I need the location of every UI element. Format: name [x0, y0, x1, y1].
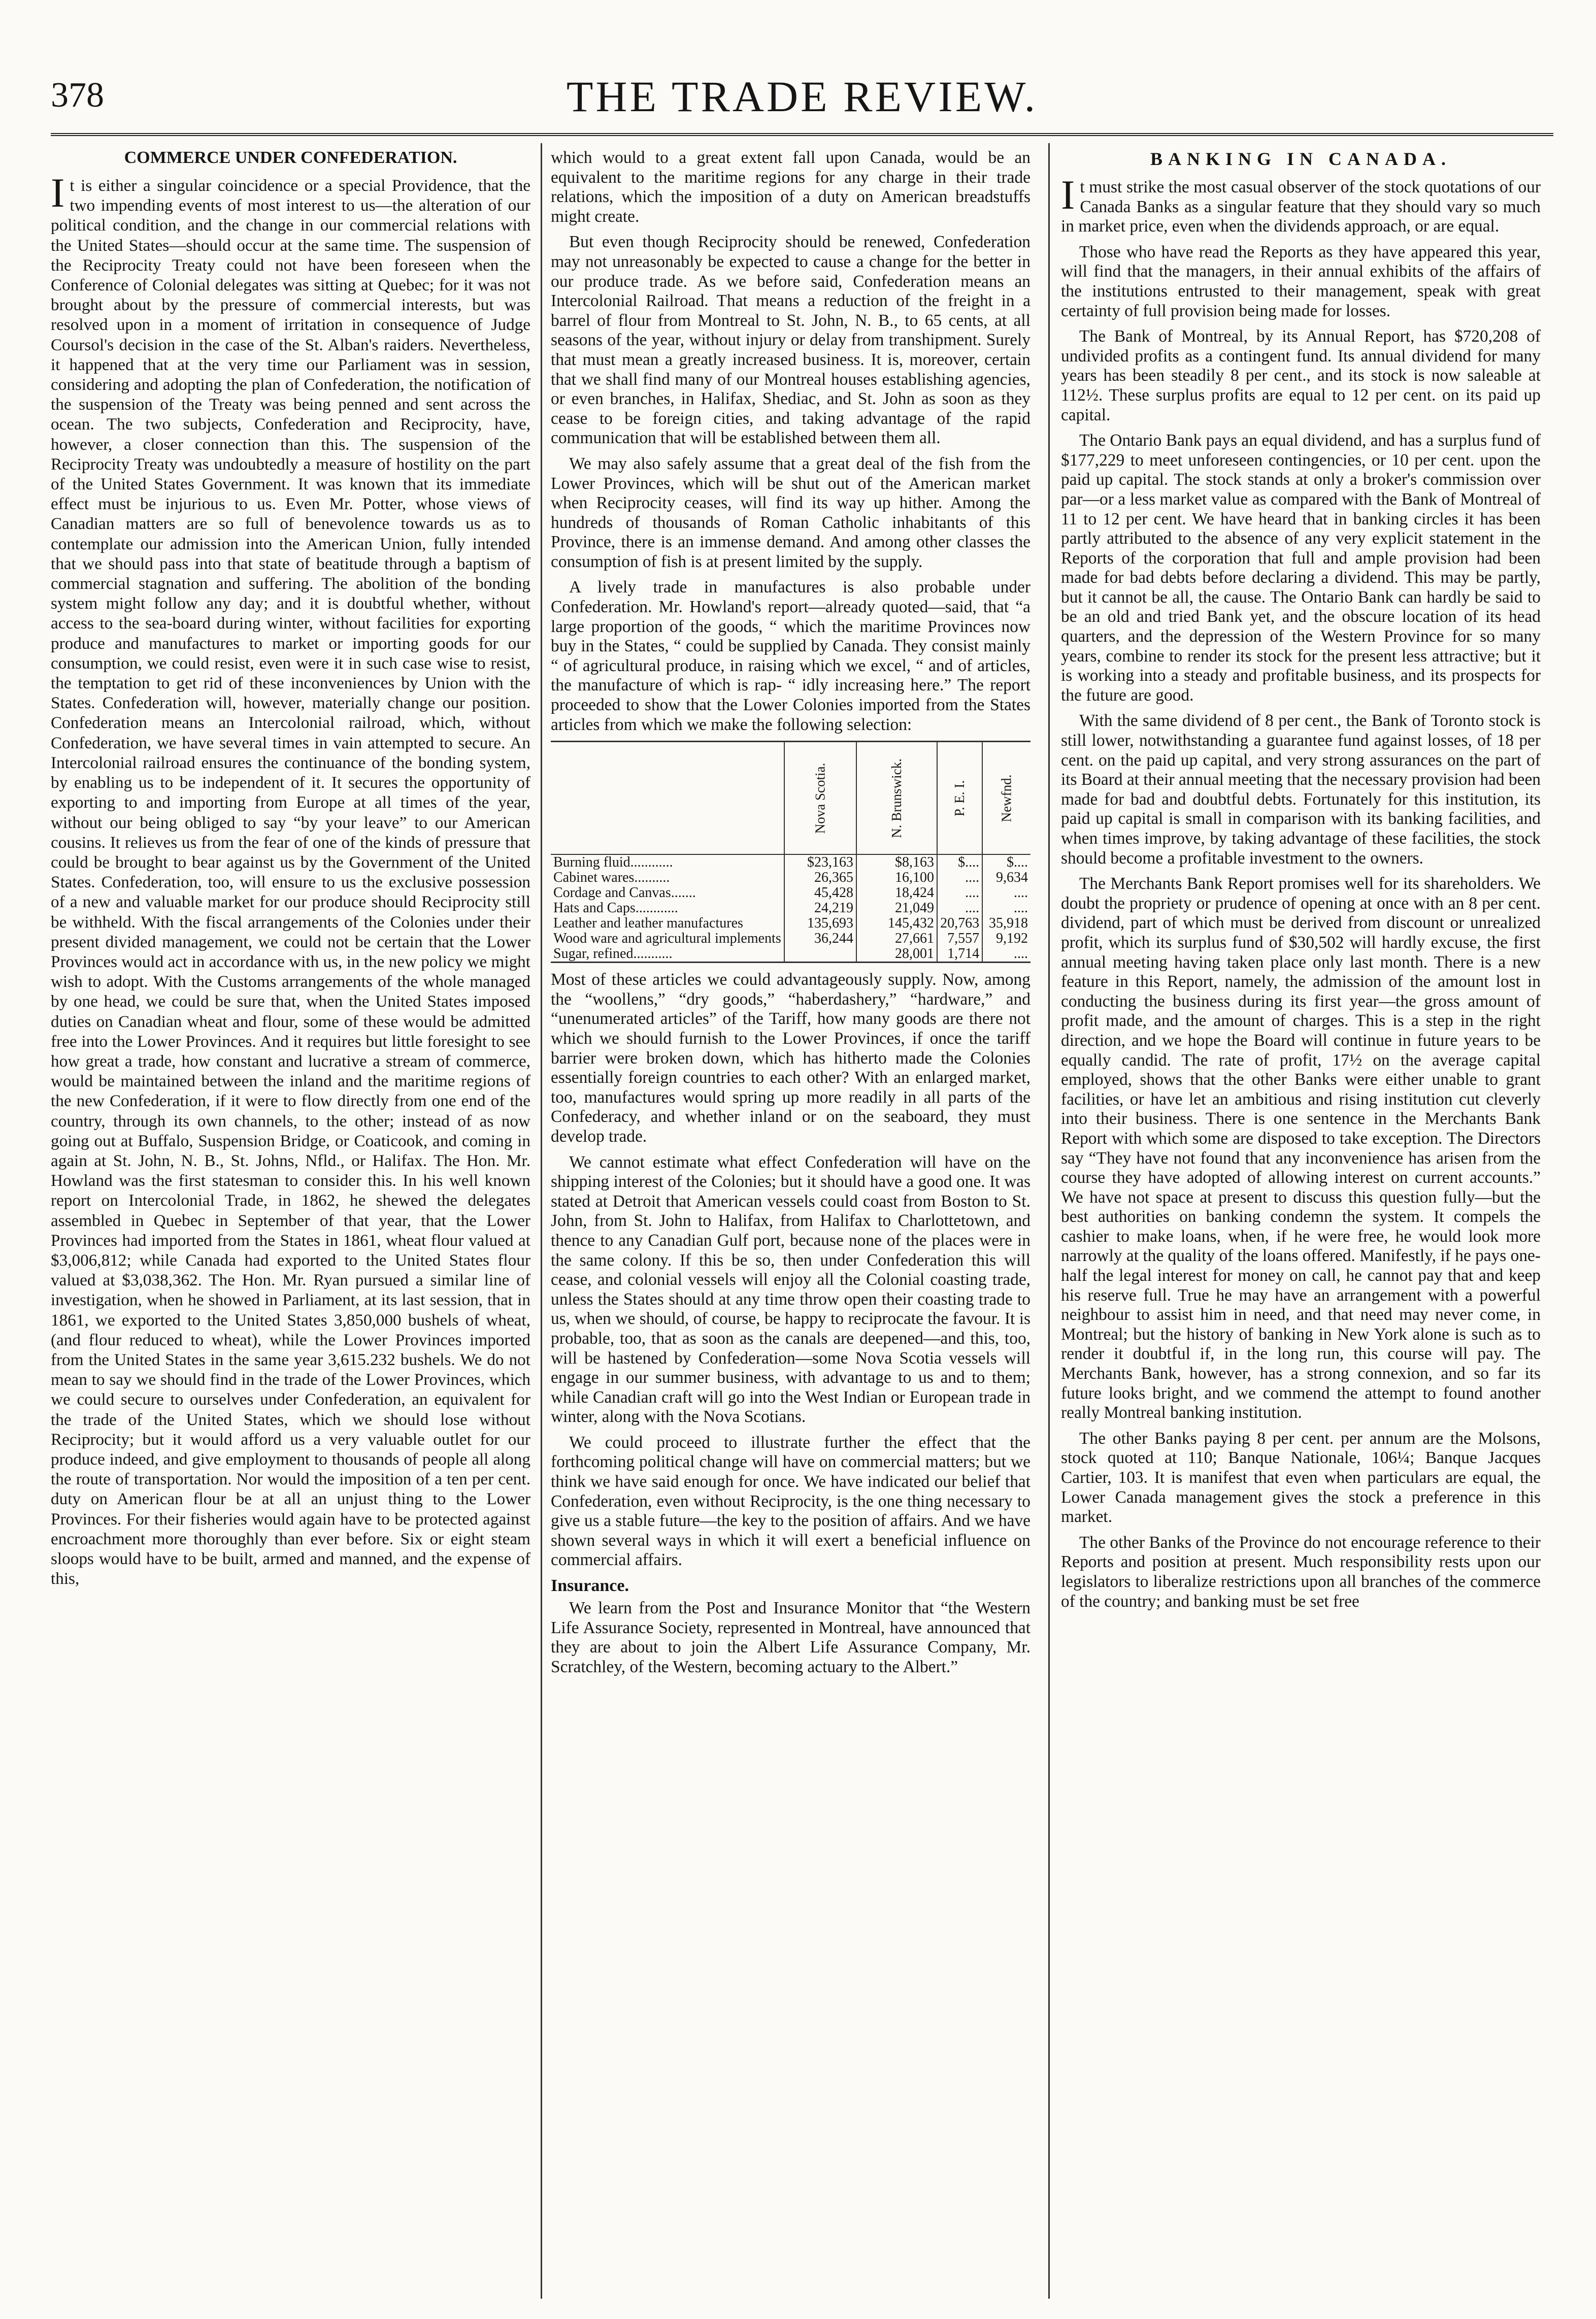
article-paragraph: But even though Reciprocity should be renewed, Confederation may not unreasonably be expected to cause a change for the better in our produce trade. As we before said, Confederation means an Intercolonial Railroad. That means a reduction of the freight in a barrel of flour from Montreal to St. John, N. B., to 65 cents, at all seasons of the year, without injury or delay from transhipment. Surely that must mean a greatly increased business. It is, moreover, certain that we shall find many of our Montreal houses establishing agencies, or even branches, in Halifax, Shediac, and St. John as soon as they cease to be foreign cities, and taking advantage of the rapid communication that will be established between them all. — [551, 233, 1030, 448]
table-cell: .... — [982, 901, 1030, 916]
column-2 — [551, 148, 1030, 2299]
table-cell: 1,714 — [937, 946, 982, 963]
table-row — [551, 854, 1030, 870]
table-cell: $23,163 — [784, 854, 856, 870]
table-cell: .... — [937, 870, 982, 885]
article-paragraph: The Merchants Bank Report promises well for its shareholders. We doubt the propriety or prudence of opening at once with an 8 per cent. dividend, part of which must be derived from discount or unrealized profit, which its surplus fund of $30,502 will hardly excuse, the first annual meeting having taken place only last month. There is a new feature in this Report, namely, the admission of the amount lost in conducting the business during its first year—the gross amount of profit made, and the amount of charges. This is a step in the right direction, and we hope the Board will continue in future years to be equally candid. The rate of profit, 17½ on the average capital employed, shows that the other Banks were either unable to grant facilities, or have let an ambitious and rising institution cut cleverly into their business. There is one sentence in the Merchants Bank Report with which some are disposed to take exception. The Directors say “They have not found that any inconvenience has arisen from the course they have adopted of allowing interest on current accounts.” We have not space at present to discuss this question fully—but the best authorities on banking condemn the system. It compels the cashier to make loans, when, if he were free, he would look more narrowly at the quality of the loans offered. Manifestly, if he pays one-half the legal interest for money on call, he cannot pay that and keep his reserve full. True he may have an arrangement with a powerful neighbour to assist him in need, and that need may never come, in Montreal; but the history of banking in New York alone is such as to render it doubtful if, in the long run, this course will pay. The Merchants Bank, however, has a strong connexion, and so far its future looks bright, and we commend the attempt to found another really Montreal banking institution. — [1061, 874, 1541, 1422]
table-cell: 7,557 — [937, 931, 982, 946]
table-cell: 18,424 — [856, 885, 937, 901]
table-cell: 16,100 — [856, 870, 937, 885]
table-cell: .... — [982, 885, 1030, 901]
table-cell-item: Leather and leather manufactures — [553, 915, 743, 932]
header-rule — [51, 133, 1553, 138]
article-paragraph: We could proceed to illustrate further the effect that the forthcoming political change will have on commercial matters; but we think we have said enough for once. We have indicated our belief that Confederation, even without Reciprocity, is the one thing necessary to give us a stable future—the key to the position of affairs. And we have shown several ways in which it will exert a beneficial influence on commercial affairs. — [551, 1433, 1030, 1570]
page-number: 378 — [51, 76, 104, 115]
table-cell-item: Sugar, refined........... — [551, 946, 784, 963]
table-cell: .... — [937, 885, 982, 901]
insurance-heading: Insurance. — [551, 1576, 629, 1596]
table-cell: 135,693 — [784, 916, 856, 931]
table-cell — [784, 946, 856, 963]
import-table — [551, 741, 1030, 963]
table-row — [551, 885, 1030, 901]
article-paragraph: The Bank of Montreal, by its Annual Report, has $720,208 of undivided profits as a contingent fund. Its annual dividend for many years has been steadily 8 per cent., and its stock is now saleable at 112½. These surplus profits are equal to 12 per cent. on its paid up capital. — [1061, 327, 1541, 424]
article-title-commerce: COMMERCE UNDER CONFEDERATION. — [124, 148, 457, 167]
table-cell: 28,001 — [856, 946, 937, 963]
article-paragraph: We cannot estimate what effect Confederation will have on the shipping interest of the Colonies; but it should have a good one. It was stated at Detroit that American vessels could coast from Boston to St. John, from St. John to Halifax, from Halifax to Charlottetown, and thence to any Canadian Gulf port, because none of the places were in the same colony. If this be so, then under Confederation this will cease, and colonial vessels will enjoy all the Colonial coasting trade, unless the States should at any time throw open their coasting trade to us, when we should, of course, be happy to reciprocate the favour. It is probable, too, that as soon as the canals are deepened—and this, too, will be hastened by Confederation—some Nova Scotia vessels will engage in our summer business, with advantage to us and to them; while Canadian craft will go into the West Indian or European trade in winter, along with the Nova Scotians. — [551, 1152, 1030, 1427]
table-cell: 26,365 — [784, 870, 856, 885]
table-cell: 20,763 — [937, 916, 982, 931]
table-cell: .... — [982, 946, 1030, 963]
table-cell-item: Hats and Caps............ — [553, 900, 678, 916]
masthead-title: THE TRADE REVIEW. — [566, 72, 1038, 121]
table-header-row — [551, 742, 1030, 855]
table-cell: $.... — [937, 854, 982, 870]
article-paragraph: Those who have read the Reports as they have appeared this year, will find that the managers, in their annual exhibits of the affairs of the institutions entrusted to their management, speak with great certainty of full provision being made for losses. — [1061, 242, 1541, 320]
table-cell: $.... — [982, 854, 1030, 870]
column-divider — [541, 143, 542, 2299]
table-cell: 9,192 — [982, 931, 1030, 946]
table-cell: 45,428 — [784, 885, 856, 901]
table-header-nova-scotia: Nova Scotia. — [784, 742, 856, 855]
table-cell: 145,432 — [856, 916, 937, 931]
table-cell-item: Cabinet wares.......... — [553, 870, 670, 886]
column-divider — [1048, 143, 1050, 2299]
article-paragraph: Most of these articles we could advantageously supply. Now, among the “woollens,” “dry goods,” “haberdashery,” “hardware,” and “unenumerated articles” of the Tariff, how many goods are there not which we should furnish to the Lower Provinces, if once the tariff barrier were broken down, which has hitherto made the Colonies essentially foreign countries to each other? With an enlarged market, too, manufactures would spring up more readily in all parts of the Confederacy, and whether inland or on the seaboard, they must develop trade. — [551, 970, 1030, 1146]
article-paragraph: The other Banks of the Province do not encourage reference to their Reports and position at present. Much responsibility rests upon our legislators to liberalize restrictions upon all branches of the commerce of the country; and banking must be set free — [1061, 1533, 1541, 1611]
table-header-item — [551, 742, 784, 855]
table-cell: $8,163 — [856, 854, 937, 870]
article-paragraph: It is either a singular coincidence or a special Providence, that the two impending events of most interest to us—the alteration of our political condition, and the change in our commercial relations with the United States—should occur at the same time. The suspension of the Reciprocity Treaty could not have been foreseen when the Conference of Colonial delegates was sitting at Quebec; for it was not brought about by the pressure of commercial interests, but was resolved upon in a moment of irritation in consequence of Judge Coursol's decision in the case of the St. Alban's raiders. Nevertheless, it happened that at the very time our Parliament was in session, considering and adopting the plan of Confederation, the notification of the suspension of the Treaty was being penned and sent across the ocean. The two subjects, Confederation and Reciprocity, have, however, a closer connection than this. The suspension of the Reciprocity Treaty was undoubtedly a measure of hostility on the part of the United States Government. It was known that its immediate effect must be injurious to us. Even Mr. Potter, whose views of Canadian matters are so full of benevolence towards us as to contemplate our admission into the American Union, fully intended that we should pass into that state of beatitude through a baptism of commercial stagnation and suffering. The abolition of the bonding system might follow any day; and it is doubtful whether, without access to the sea-board during winter, without facilities for exporting produce and manufactures to market or importing goods for our consumption, we could resist, even were it in such case wise to resist, the temptation to get rid of these inconveniences by Union with the States. Confederation will, however, materially change our position. Confederation means an Intercolonial railroad, which, without Confederation, we have several times in vain attempted to secure. An Intercolonial railroad ensures the continuance of the bonding system, by enabling us to be independent of it. It secures the opportunity of exporting to and importing from Europe at all times of the year, without our being obliged to say “by your leave” to our American cousins. It relieves us from the fear of one of the kinds of pressure that could be brought to bear against us by the Government of the United States. Confederation, too, will ensure to us the exclusive possession of a new and valuable market for our produce should Reciprocity still be withheld. With the fiscal arrangements of the Colonies under their present divided management, we could not be certain that the Lower Provinces would act in accordance with us, in the new policy we might wish to adopt. With the Customs arrangements of the whole managed by one head, we could be sure that, when the United States imposed duties on Canadian wheat and flour, some of these would be admitted free into the Lower Provinces. And it requires but little foresight to see how great a trade, how constant and lucrative a stream of commerce, would be maintained between the inland and the maritime regions of the new Confederation, if it were to flow directly from one end of the country, through its own channels, to the other; instead of as now going out at Buffalo, Suspension Bridge, or Coaticook, and coming in again at St. John, N. B., St. Johns, Nfld., or Halifax. The Hon. Mr. Howland was the first statesman to consider this. In his well known report on Intercolonial Trade, in 1862, he shewed the delegates assembled in Quebec in September of that year, that the Lower Provinces had imported from the States in 1861, wheat flour valued at $3,006,812; while Canada had exported to the United States flour valued at $3,038,362. The Hon. Mr. Ryan pursued a similar line of investigation, when he showed in Parliament, at its last session, that in 1861, we exported to the United States 3,850,000 bushels of wheat, (and flour reduced to wheat), while the Lower Provinces imported from the United States in the same year 3,615.232 bushels. We do not mean to say we should find in the trade of the Lower Provinces, which we could secure to ourselves under Confederation, an equivalent for the trade of the United States, which we should lose without Reciprocity; but it would afford us a very valuable outlet for our produce indeed, and give employment to thousands of people all along the route of transportation. Nor would the imposition of a ten per cent. duty on American flour be at all an unjust thing to the Lower Provinces. For their fisheries would again have to be protected against encroachment more thoroughly than ever before. Six or eight steam sloops would have to be built, armed and manned, and the expense of this, — [51, 170, 530, 1588]
column-3 — [1061, 148, 1541, 2299]
table-header-newfoundland: Newfnd. — [982, 742, 1030, 855]
table-cell-item: Burning fluid............ — [553, 854, 673, 871]
article-title-banking: BANKING IN CANADA. — [1150, 149, 1451, 169]
table-cell: 21,049 — [856, 901, 937, 916]
table-cell: 35,918 — [982, 916, 1030, 931]
article-paragraph: The Ontario Bank pays an equal dividend, and has a surplus fund of $177,229 to meet unforeseen contingencies, or 10 per cent. upon the paid up capital. The stock stands at only a broker's commission over par—or a less market value as compared with the Bank of Montreal of 11 to 12 per cent. We have heard that in banking circles it has been partly attributed to the absence of any very explicit statement in the Reports of the corporation that full and ample provision had been made for bad debts before declaring a dividend. This may be partly, but it cannot be all, the cause. The Ontario Bank can hardly be said to be an old and tried Bank yet, and the obscure location of its head quarters, and the depression of the Western Province for so many years, combine to render its stock for the present less attractive; but it is working into a steady and profitable business, and its prospects for the future are good. — [1061, 431, 1541, 705]
table-header-pei: P. E. I. — [937, 742, 982, 855]
table-cell: 36,244 — [784, 931, 856, 946]
table-row — [551, 931, 1030, 946]
table-cell: 9,634 — [982, 870, 1030, 885]
table-cell-item: Cordage and Canvas....... — [553, 885, 696, 901]
insurance-paragraph: We learn from the Post and Insurance Monitor that “the Western Life Assurance Society, represented in Montreal, have announced that they are about to join the Albert Life Assurance Company, Mr. Scratchley, of the Western, becoming actuary to the Albert.” — [551, 1599, 1030, 1676]
table-row — [551, 916, 1030, 931]
table-row — [551, 870, 1030, 885]
table-row — [551, 901, 1030, 916]
article-paragraph: The other Banks paying 8 per cent. per annum are the Molsons, stock quoted at 110; Banque Nationale, 106¼; Banque Jacques Cartier, 103. It is manifest that even when particulars are equal, the Lower Canada management gives the stock a preference in this market. — [1061, 1429, 1541, 1527]
table-cell: 24,219 — [784, 901, 856, 916]
article-paragraph: It must strike the most casual observer of the stock quotations of our Canada Banks as a singular feature that they should vary so much in market price, even when the dividends approach, or are equal. — [1061, 172, 1541, 236]
table-cell: .... — [937, 901, 982, 916]
table-cell-item: Wood ware and agricultural implements — [553, 931, 781, 947]
article-paragraph: A lively trade in manufactures is also probable under Confederation. Mr. Howland's report—already quoted—said, that “a large proportion of the goods, “ which the maritime Provinces now buy in the States, “ could be supplied by Canada. They consist mainly “ of agricultural produce, in raising which we excel, “ and of articles, the manufacture of which is rap- “ idly increasing here.” The report proceeded to show that the Lower Colonies imported from the States articles from which we make the following selection: — [551, 578, 1030, 734]
article-paragraph: With the same dividend of 8 per cent., the Bank of Toronto stock is still lower, notwithstanding a guarantee fund against losses, of 18 per cent. on the paid up capital, and very strong assurances on the part of its Board at their annual meeting that the necessary provision had been made for bad and doubtful debts. Fortunately for this institution, its paid up capital is small in comparison with its banking facilities, and when times improve, by taking advantage of these facilities, the stock should become a profitable investment to the owners. — [1061, 711, 1541, 868]
column-1 — [51, 148, 530, 2299]
table-row — [551, 946, 1030, 963]
article-paragraph: We may also safely assume that a great deal of the fish from the Lower Provinces, which will be shut out of the American market when Reciprocity ceases, will find its way up hither. Among the hundreds of thousands of Roman Catholic inhabitants of this Province, there is an immense demand. And among other classes the consumption of fish is at present limited by the supply. — [551, 454, 1030, 571]
article-paragraph: which would to a great extent fall upon Canada, would be an equivalent to the maritime regions for any charge in their trade relations, which the imposition of a duty on American breadstuffs might create. — [551, 148, 1030, 226]
table-header-new-brunswick: N. Brunswick. — [856, 742, 937, 855]
page-header — [51, 61, 1553, 122]
table-cell: 27,661 — [856, 931, 937, 946]
